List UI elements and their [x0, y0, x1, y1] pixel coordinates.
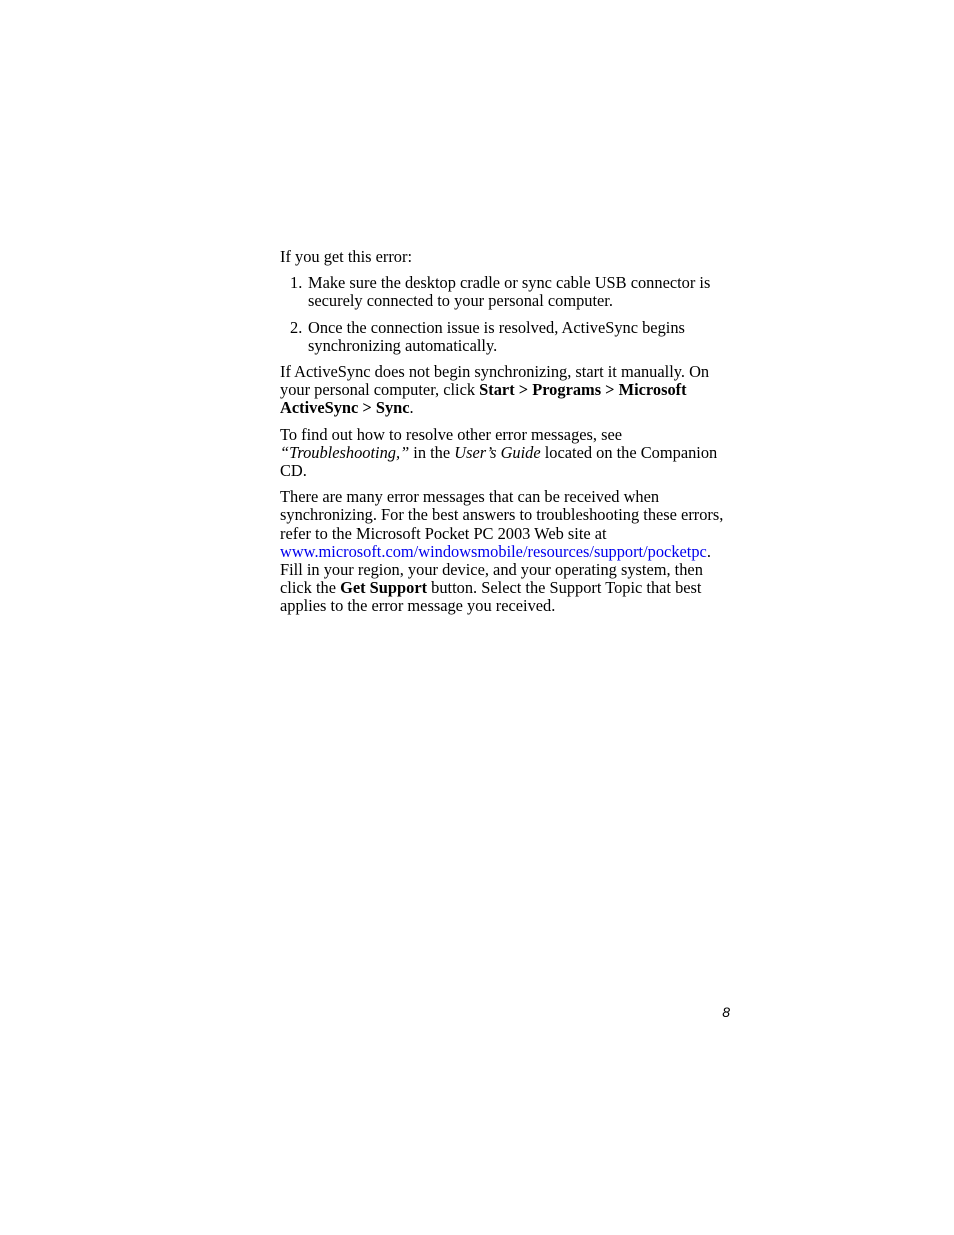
other-text-before: To find out how to resolve other error messages, see: [280, 424, 623, 444]
menu-path: Start > Programs > Microsoft ActiveSync > Sync: [280, 380, 687, 418]
step-text: Once the connection issue is resolved, ActiveSync begins synchronizing automatically.: [308, 317, 685, 355]
other-text-middle: in the: [409, 442, 455, 462]
other-text-after: located on the Companion CD.: [280, 442, 718, 481]
step-number: 2.: [290, 317, 303, 337]
support-text-after: button. Select the Support Topic that best applies to the error message you received.: [280, 578, 702, 616]
list-item: [280, 319, 732, 355]
other-errors-paragraph: [280, 426, 732, 481]
get-support-reference: Get Support: [340, 578, 428, 598]
support-url-link[interactable]: www.microsoft.com/windowsmobile/resources/support/pocketpc: [280, 541, 707, 561]
support-text-after-url: . Fill in your region, your device, and your operating system, then click the: [280, 541, 711, 598]
list-item: [280, 274, 732, 310]
steps-list: [280, 274, 732, 355]
troubleshooting-reference: “Troubleshooting,”: [280, 442, 410, 462]
users-guide-title: User’s Guide: [454, 442, 541, 462]
step-number: 1.: [290, 273, 303, 293]
manual-text-before: If ActiveSync does not begin synchronizing, start it manually. On your personal computer, click: [280, 362, 710, 400]
support-text-before: There are many error messages that can be received when synchronizing. For the best answers to troubleshooting these errors, refer to the Microsoft Pocket PC 2003 Web site at: [280, 487, 724, 543]
manual-sync-paragraph: [280, 363, 732, 418]
page-content: [280, 248, 732, 624]
step-text: Make sure the desktop cradle or sync cable USB connector is securely connected to your personal computer.: [308, 273, 711, 311]
support-paragraph: [280, 488, 732, 615]
manual-text-after: .: [409, 398, 414, 418]
page-number: 8: [722, 1004, 730, 1020]
intro-paragraph: If you get this error:: [280, 247, 412, 266]
